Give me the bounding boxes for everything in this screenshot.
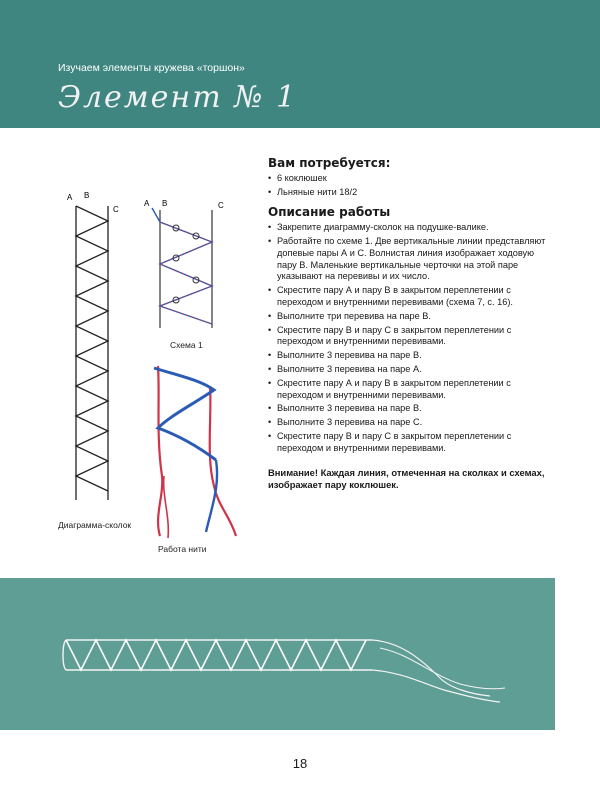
step-item: • Выполните 3 перевива на паре С. <box>268 417 553 429</box>
diagram-label-b: B <box>84 191 90 200</box>
header-band <box>0 0 600 128</box>
scheme-1 <box>142 196 232 341</box>
step-item: • Скрестите пару В и пару С в закрытом переплетении с переходом и внутренними перевивами. <box>268 431 553 455</box>
step-item: • Скрестите пару А и пару В в закрытом переплетении с переходом и внутренними перевивами (схема 7, с. 16). <box>268 285 553 309</box>
work-heading: Описание работы <box>268 205 391 220</box>
thread-work-illustration <box>140 356 250 542</box>
step-item: • Скрестите пару В и пару С в закрытом переплетении с переходом и внутренними перевивами. <box>268 325 553 349</box>
step-item: • Работайте по схеме 1. Две вертикальные линии представляют допевые пары А и С. Волнистая линия изображает ходовую пару В. Маленькие вертикальные черточки на этой паре указывают на перевивы и их число. <box>268 236 553 283</box>
thread-caption: Работа нити <box>158 544 207 554</box>
needs-list <box>268 173 553 199</box>
needs-item: • Льняные нити 18/2 <box>268 187 553 199</box>
step-item: • Выполните 3 перевива на паре А. <box>268 364 553 376</box>
lace-sample-band <box>0 578 555 730</box>
needs-heading: Вам потребуется: <box>268 156 391 170</box>
step-item: • Скрестите пару А и пару В в закрытом переплетении с переходом и внутренними перевивами. <box>268 378 553 402</box>
step-item: • Выполните 3 перевива на паре В. <box>268 403 553 415</box>
diagram-label-a: A <box>67 193 73 202</box>
step-item: • Выполните три перевива на паре В. <box>268 311 553 323</box>
diagram-caption: Диаграмма-сколок <box>58 520 132 530</box>
warning-note: Внимание! Каждая линия, отмеченная на сколках и схемах, изображает пару коклюшек. <box>268 466 545 490</box>
scheme-caption: Схема 1 <box>170 340 203 350</box>
instructions-column <box>268 158 553 491</box>
lace-sample <box>0 578 555 730</box>
step-item: • Выполните 3 перевива на паре В. <box>268 350 553 362</box>
work-steps <box>268 222 553 454</box>
diagram-label-c: C <box>113 205 119 214</box>
pricking-diagram <box>58 188 128 518</box>
scheme-label-a: A <box>144 199 150 208</box>
scheme-label-c: C <box>218 201 224 210</box>
scheme-label-b: B <box>162 199 168 208</box>
page-title: Элемент № 1 <box>58 80 298 115</box>
needs-item: • 6 коклюшек <box>268 173 553 185</box>
page-number: 18 <box>292 756 308 771</box>
section-kicker: Изучаем элементы кружева «торшон» <box>58 62 245 74</box>
step-item: • Закрепите диаграмму-сколок на подушке-валике. <box>268 222 553 234</box>
